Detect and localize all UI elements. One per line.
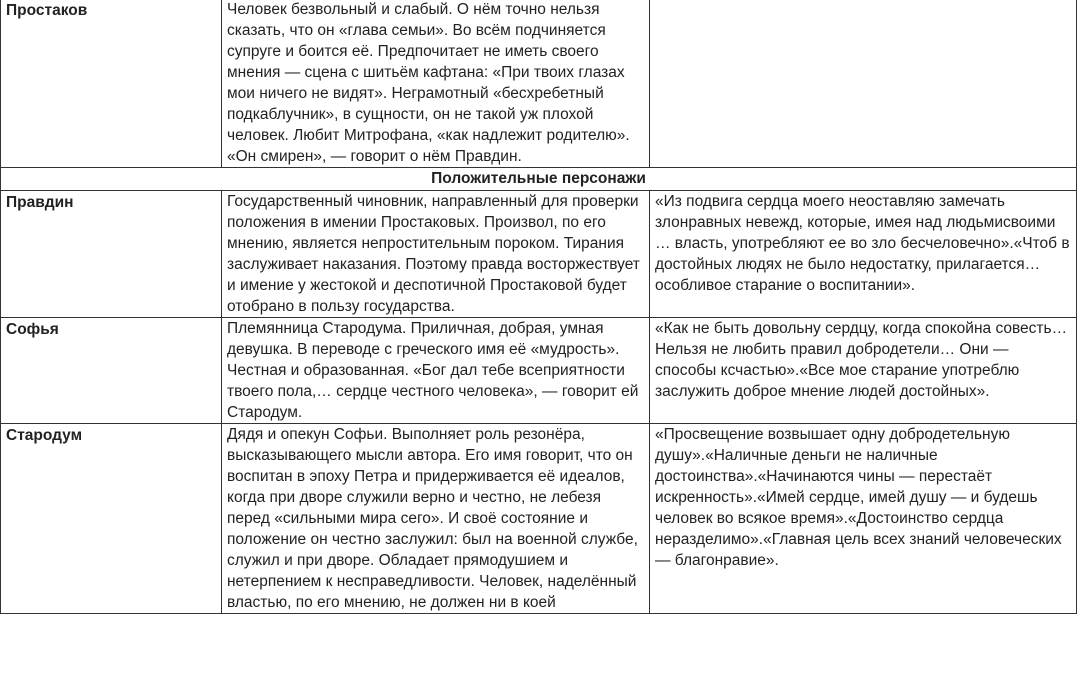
section-row <box>1 168 1077 191</box>
character-quote: «Как не быть довольну сердцу, когда спокойна совесть… Нельзя не любить правил добродетели… Они — способы ксчастью».«Все мое старание употреблю заслужить доброе мнение людей достойных». <box>650 318 1077 424</box>
character-quote <box>650 0 1077 168</box>
character-quote: «Просвещение возвышает одну добродетельную душу».«Наличные деньги не наличные достоинства».«Начинаются чины — перестаёт искренность».«Имей сердце, имей душу — и будешь человек во всякое время».«Достоинство сердца неразделимо».«Главная цель всех знаний человеческих — благонравие». <box>650 424 1077 614</box>
section-title: Положительные персонажи <box>1 168 1077 191</box>
character-description: Дядя и опекун Софьи. Выполняет роль резонёра, высказывающего мысли автора. Его имя говорит, что он воспитан в эпоху Петра и придерживается её идеалов, когда при дворе служили верно и честно, не лебезя перед «сильными мира сего». И своё состояние и положение он честно заслужил: был на военной службе, служил и при дворе. Обладает прямодушием и нетерпением к несправедливости. Человек, наделённый властью, по его мнению, не должен ни в коей <box>222 424 650 614</box>
character-name: Стародум <box>1 424 222 614</box>
table-row <box>1 0 1077 168</box>
character-name: Правдин <box>1 191 222 318</box>
table-row <box>1 318 1077 424</box>
table-row <box>1 191 1077 318</box>
character-description: Государственный чиновник, направленный для проверки положения в имении Простаковых. Произвол, по его мнению, является непростительным пороком. Тирания заслуживает наказания. Поэтому правда восторжествует и имение у жестокой и деспотичной Простаковой будет отобрано в пользу государства. <box>222 191 650 318</box>
character-description: Племянница Стародума. Приличная, добрая, умная девушка. В переводе с греческого имя её «мудрость». Честная и образованная. «Бог дал тебе всеприятности твоего пола,… сердце честного человека», — говорит ей Стародум. <box>222 318 650 424</box>
character-name: Простаков <box>1 0 222 168</box>
character-quote: «Из подвига сердца моего неоставляю замечать злонравных невежд, которые, имея над людьмисвоими … власть, употребляют ее во зло бесчеловечно».«Чтоб в достойных людях не было недостатку, прилагается…особливое старание о воспитании». <box>650 191 1077 318</box>
character-description: Человек безвольный и слабый. О нём точно нельзя сказать, что он «глава семьи». Во всём подчиняется супруге и боится её. Предпочитает не иметь своего мнения — сцена с шитьём кафтана: «При твоих глазах мои ничего не видят». Неграмотный «бесхребетный подкаблучник», в сущности, он не такой уж плохой человек. Любит Митрофана, «как надлежит родителю». «Он смирен», — говорит о нём Правдин. <box>222 0 650 168</box>
character-name: Софья <box>1 318 222 424</box>
table-row <box>1 424 1077 614</box>
